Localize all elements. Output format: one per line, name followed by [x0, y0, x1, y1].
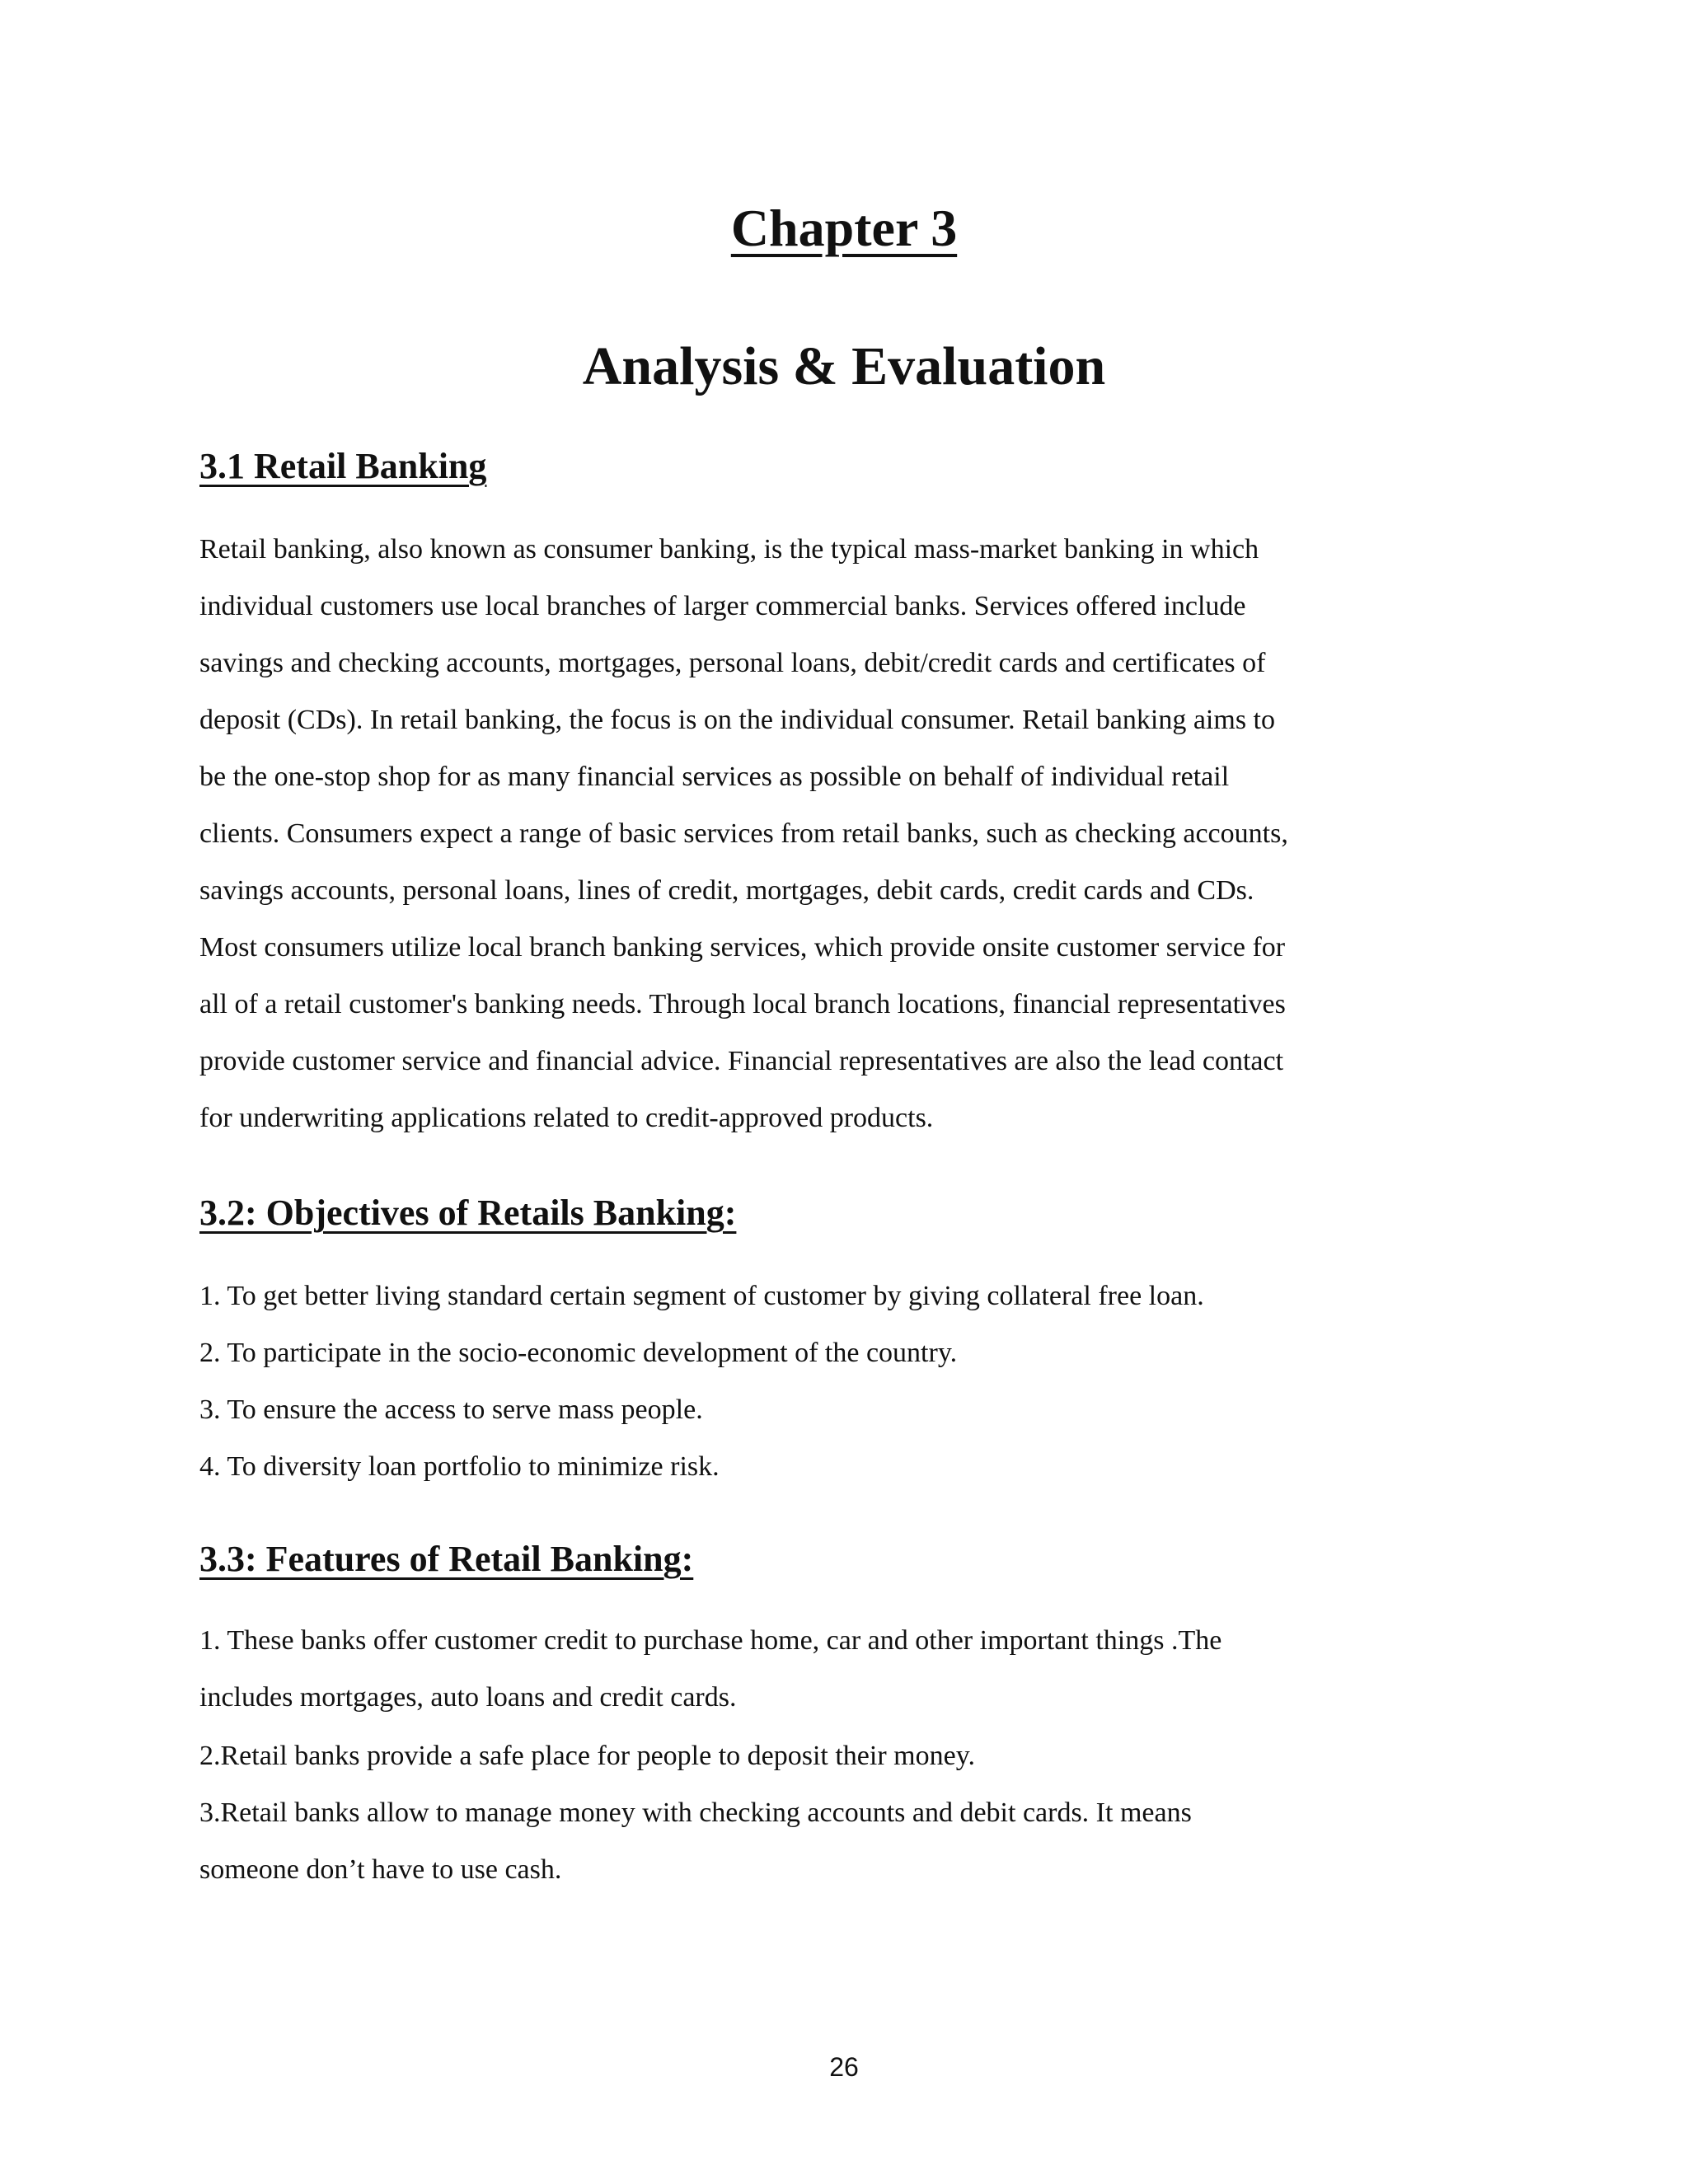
paragraph-line: individual customers use local branches of larger commercial banks. Services offered include	[199, 591, 1246, 621]
section-heading-features: 3.3: Features of Retail Banking:	[199, 1539, 694, 1579]
retail-banking-paragraph	[199, 521, 1502, 1146]
list-item: 1. These banks offer customer credit to purchase home, car and other important things .The	[199, 1625, 1222, 1656]
paragraph-line: savings accounts, personal loans, lines of credit, mortgages, debit cards, credit cards and CDs.	[199, 875, 1254, 906]
list-item: 3. To ensure the access to serve mass people.	[199, 1394, 703, 1425]
chapter-title: Chapter 3	[730, 199, 958, 257]
chapter-subtitle: Analysis & Evaluation	[582, 336, 1106, 396]
paragraph-line: Retail banking, also known as consumer banking, is the typical mass-market banking in which	[199, 534, 1259, 565]
objectives-list	[199, 1268, 1502, 1495]
section-heading-retail-banking: 3.1 Retail Banking	[199, 446, 487, 486]
list-item: 2.Retail banks provide a safe place for people to deposit their money.	[199, 1741, 975, 1771]
features-list	[199, 1612, 1502, 1898]
paragraph-line: clients. Consumers expect a range of basic services from retail banks, such as checking accounts,	[199, 818, 1288, 849]
paragraph-line: provide customer service and financial advice. Financial representatives are also the lead contact	[199, 1046, 1284, 1076]
list-item: 1. To get better living standard certain segment of customer by giving collateral free loan.	[199, 1281, 1204, 1311]
list-item: 2. To participate in the socio-economic development of the country.	[199, 1338, 958, 1368]
paragraph-line: Most consumers utilize local branch banking services, which provide onsite customer service for	[199, 932, 1286, 963]
list-item: includes mortgages, auto loans and credit cards.	[199, 1682, 737, 1713]
paragraph-line: be the one-stop shop for as many financial services as possible on behalf of individual retail	[199, 762, 1230, 792]
paragraph-line: deposit (CDs). In retail banking, the focus is on the individual consumer. Retail banking aims to	[199, 705, 1275, 735]
list-item: 3.Retail banks allow to manage money with checking accounts and debit cards. It means	[199, 1797, 1192, 1828]
list-item: 4. To diversity loan portfolio to minimize risk.	[199, 1451, 720, 1482]
page-number: 26	[829, 2052, 859, 2082]
list-item: someone don’t have to use cash.	[199, 1854, 562, 1885]
paragraph-line: all of a retail customer's banking needs. Through local branch locations, financial representatives	[199, 989, 1286, 1019]
paragraph-line: for underwriting applications related to credit-approved products.	[199, 1103, 934, 1133]
section-heading-objectives: 3.2: Objectives of Retails Banking:	[199, 1193, 737, 1233]
paragraph-line: savings and checking accounts, mortgages, personal loans, debit/credit cards and certificates of	[199, 648, 1266, 678]
